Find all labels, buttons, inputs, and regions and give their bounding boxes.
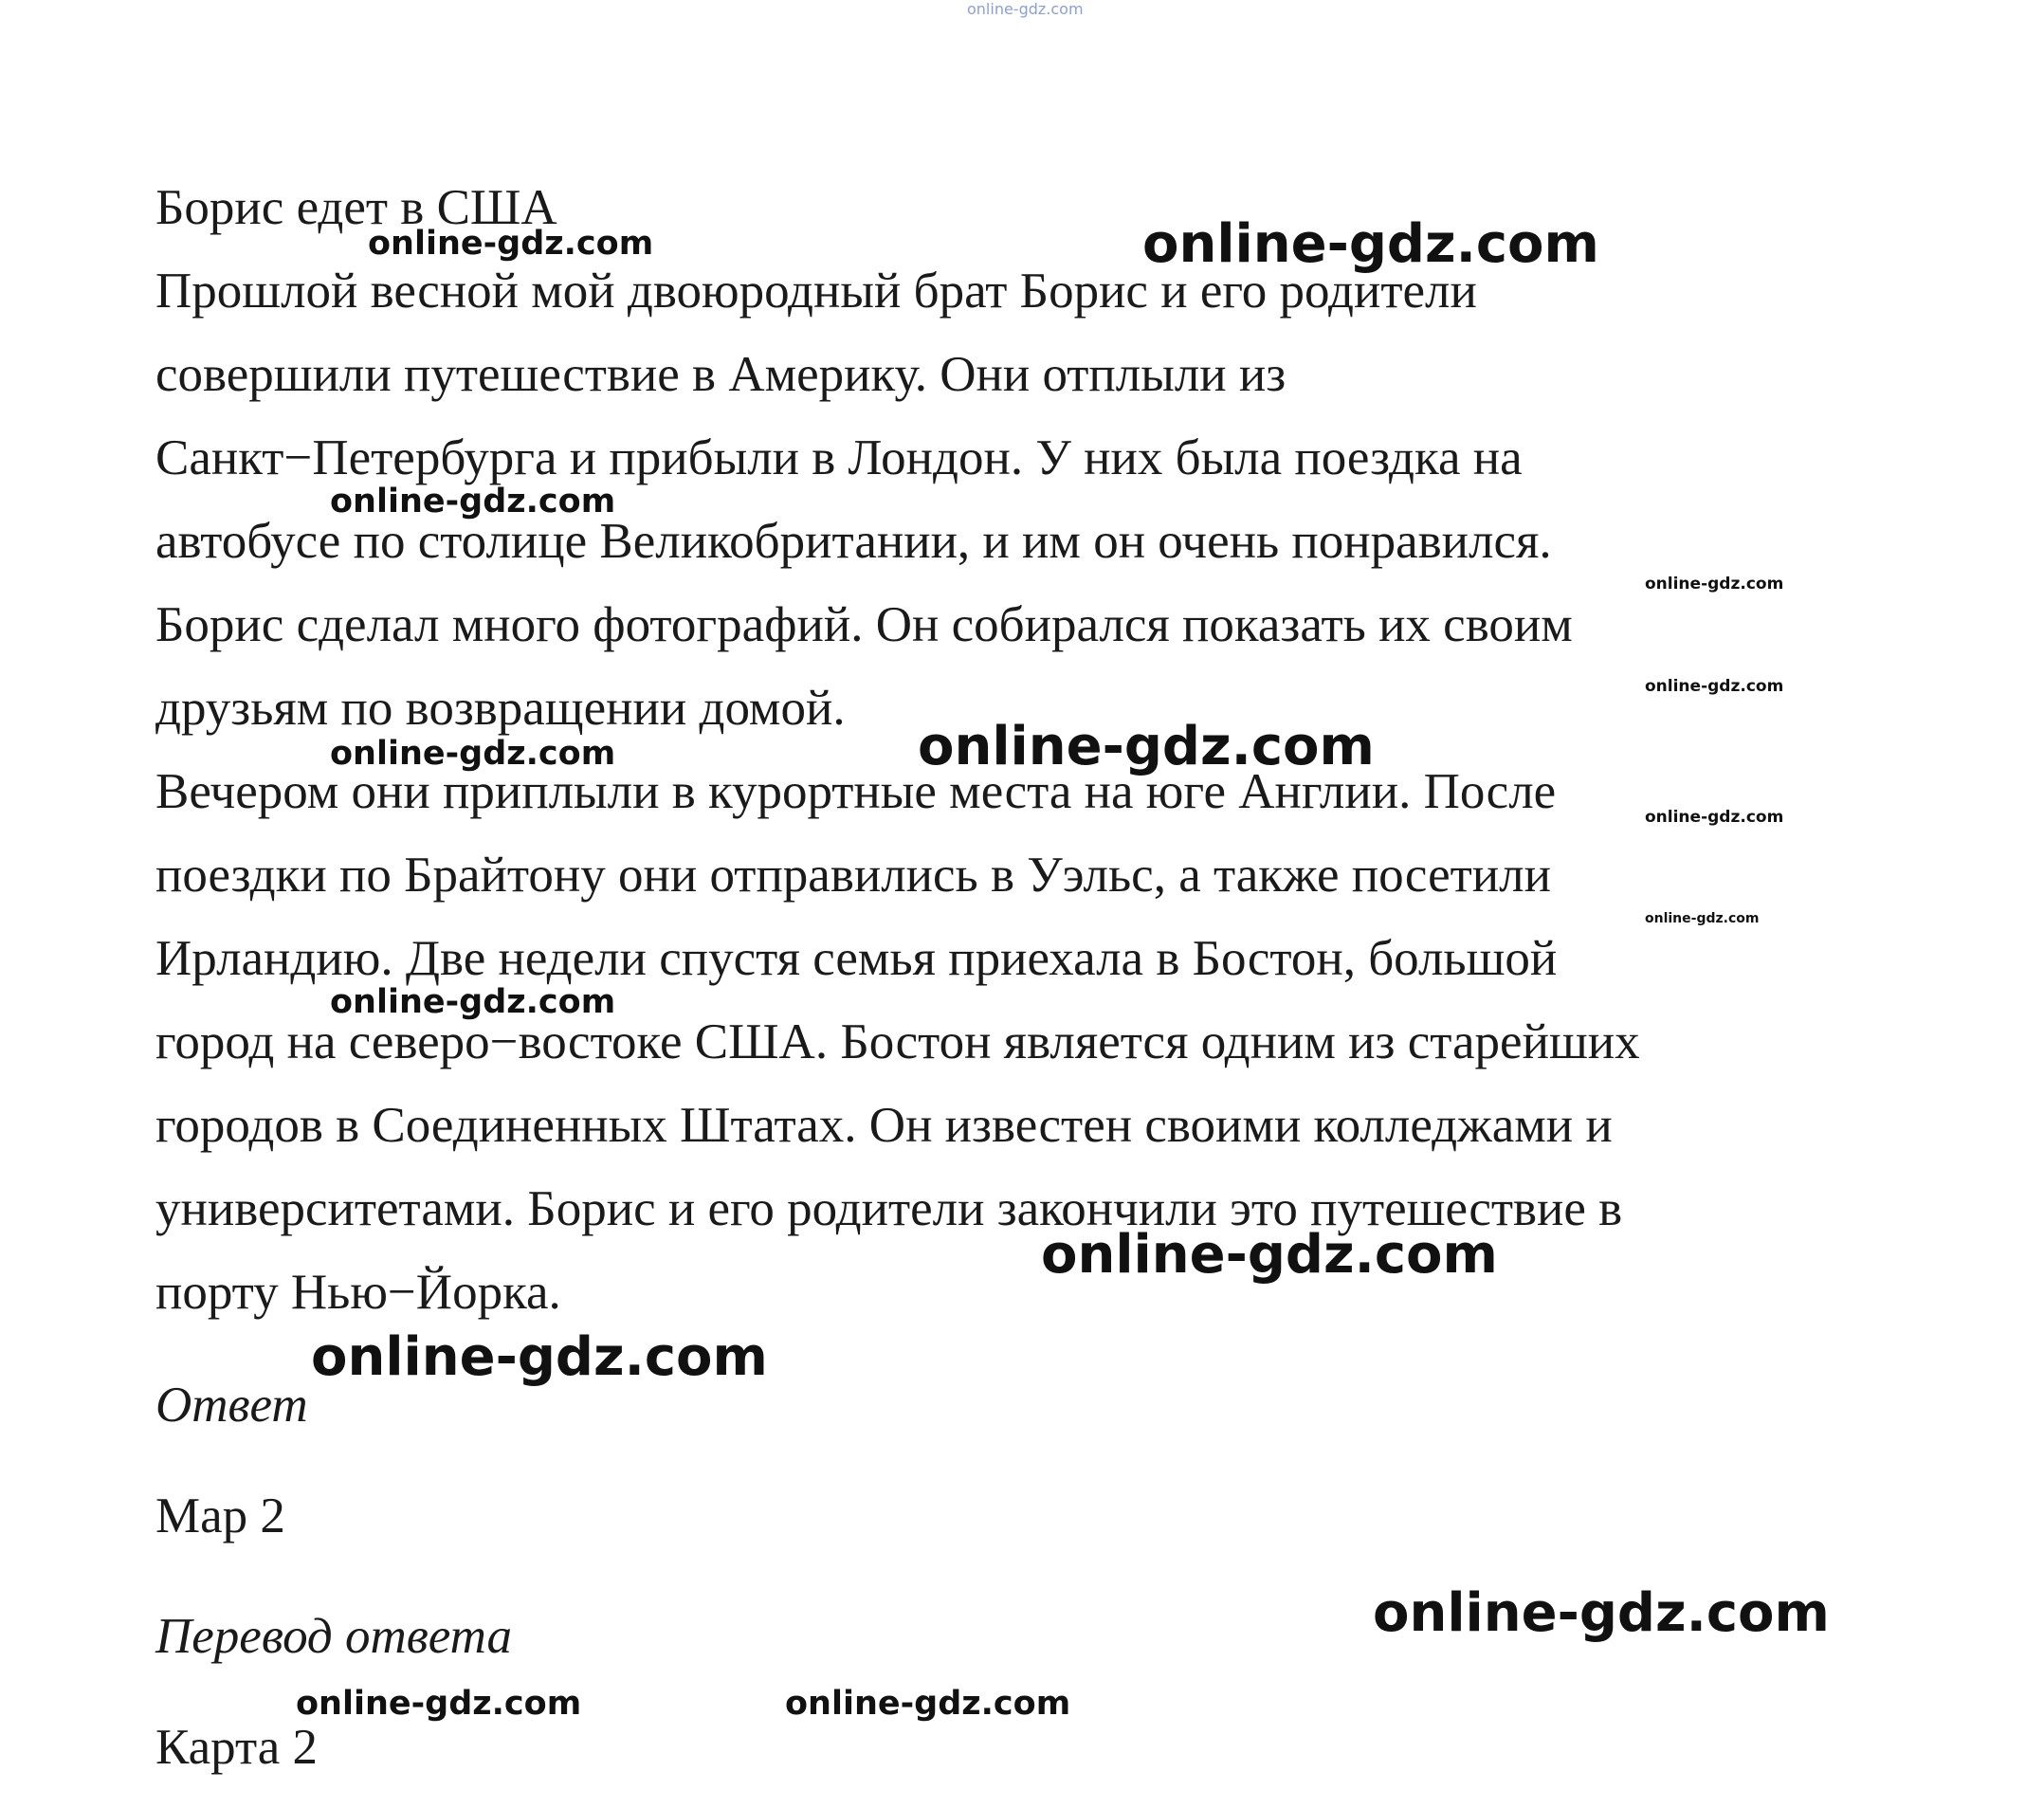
paragraph-line: совершили путешествие в Америку. Они отплыли из [155,347,1287,402]
paragraph-line: университетами. Борис и его родители закончили это путешествие в [155,1181,1623,1236]
watermark: online-gdz.com [1645,911,1760,926]
document-title: Борис едет в США [155,180,557,235]
paragraph-line: Вечером они приплыли в курортные места на юге Англии. После [155,764,1557,819]
watermark: online-gdz.com [311,1326,768,1388]
answer-text: Map 2 [155,1488,285,1543]
watermark: online-gdz.com [330,983,616,1021]
paragraph-line: порту Нью−Йорка. [155,1265,561,1320]
paragraph-line: друзьям по возвращении домой. [155,681,846,736]
answer-heading: Ответ [155,1378,308,1433]
watermark: online-gdz.com [1645,677,1784,696]
watermark: online-gdz.com [296,1685,582,1723]
watermark: online-gdz.com [1645,575,1784,594]
watermark: online-gdz.com [1041,1224,1498,1286]
paragraph-line: поездки по Брайтону они отправились в Уэльс, а также посетили [155,848,1551,903]
watermark: online-gdz.com [330,735,616,773]
paragraph-line: Борис сделал много фотографий. Он собирался показать их своим [155,597,1573,652]
paragraph-line: город на северо−востоке США. Бостон является одним из старейших [155,1014,1640,1069]
translation-text: Карта 2 [155,1720,319,1775]
paragraph-line: Ирландию. Две недели спустя семья приехала в Бостон, большой [155,931,1558,986]
watermark: online-gdz.com [1373,1582,1830,1644]
paragraph-line: Санкт−Петербурга и прибыли в Лондон. У них была поездка на [155,430,1523,485]
watermark: online-gdz.com [918,716,1375,777]
watermark: online-gdz.com [785,1685,1071,1723]
paragraph-line: городов в Соединенных Штатах. Он известен своими колледжами и [155,1098,1613,1153]
watermark: online-gdz.com [330,483,616,520]
paragraph-line: Прошлой весной мой двоюродный брат Борис и его родители [155,264,1477,319]
watermark: online-gdz.com [368,225,654,263]
paragraph-line: автобусе по столице Великобритании, и им он очень понравился. [155,514,1552,569]
watermark-top: online-gdz.com [967,0,1084,18]
watermark: online-gdz.com [1645,808,1784,827]
watermark: online-gdz.com [1142,213,1599,275]
translation-heading: Перевод ответа [155,1609,513,1664]
